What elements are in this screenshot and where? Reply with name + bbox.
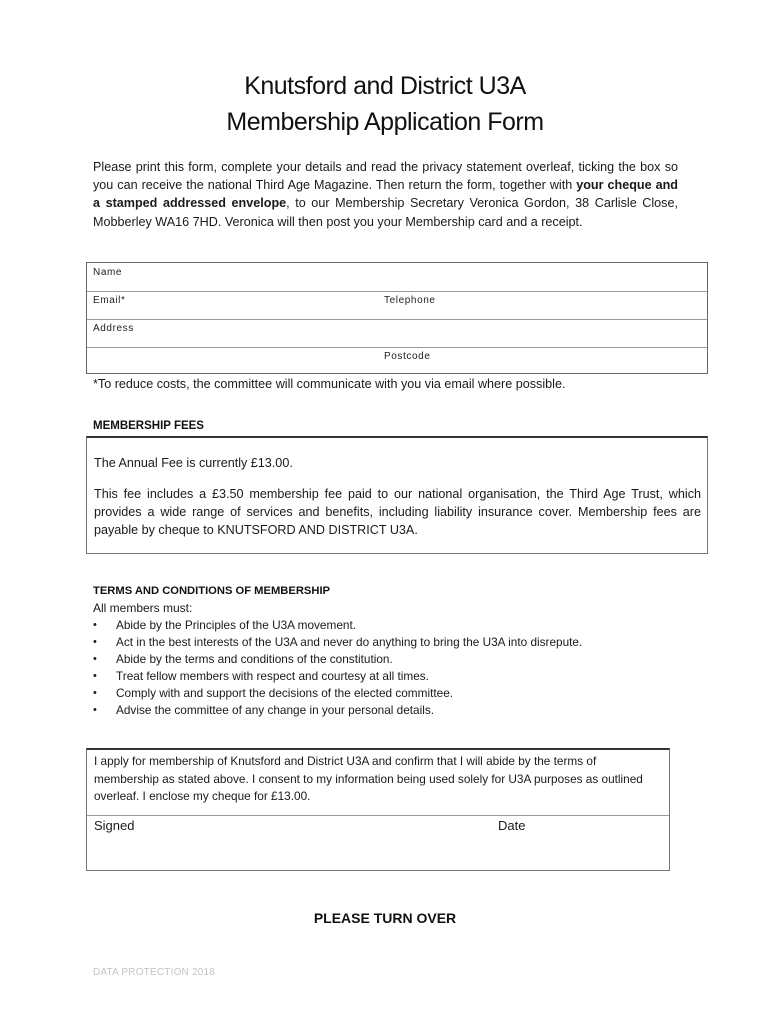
- list-item: [93, 702, 582, 719]
- postcode-label: Postcode: [384, 351, 431, 362]
- signature-row: [87, 815, 669, 870]
- term-text: Advise the committee of any change in your personal details.: [116, 703, 435, 717]
- bullet-icon: •: [93, 653, 97, 665]
- terms-list: [93, 617, 582, 719]
- name-label: Name: [93, 267, 123, 278]
- term-text: Treat fellow members with respect and courtesy at all times.: [116, 669, 429, 683]
- list-item: [93, 685, 582, 702]
- intro-text-bold: your cheque and a stamped addressed envelope: [93, 178, 678, 211]
- application-declaration-box: [86, 748, 670, 871]
- list-item: [93, 651, 582, 668]
- email-note: *To reduce costs, the committee will communicate with you via email where possible.: [93, 377, 566, 391]
- address-label: Address: [93, 323, 134, 334]
- form-title-line2: Membership Application Form: [226, 108, 544, 136]
- term-text: Abide by the terms and conditions of the constitution.: [116, 652, 393, 666]
- telephone-label: Telephone: [384, 295, 436, 306]
- bullet-icon: •: [93, 704, 97, 716]
- intro-text-part1: Please print this form, complete your details and read the privacy statement overleaf, ticking the box so you can receive the national Third Age Magazine. Then return the form, together with: [93, 160, 678, 193]
- terms-heading: TERMS AND CONDITIONS OF MEMBERSHIP: [93, 585, 331, 597]
- bullet-icon: •: [93, 619, 97, 631]
- term-text: Comply with and support the decisions of the elected committee.: [116, 686, 454, 700]
- signed-field[interactable]: Signed: [94, 818, 135, 833]
- bullet-icon: •: [93, 670, 97, 682]
- email-label: Email*: [93, 295, 126, 306]
- list-item: [93, 634, 582, 651]
- term-text: Abide by the Principles of the U3A movement.: [116, 618, 356, 632]
- bullet-icon: •: [93, 636, 97, 648]
- bullet-icon: •: [93, 687, 97, 699]
- annual-fee-text: The Annual Fee is currently £13.00.: [94, 456, 293, 470]
- email-telephone-row[interactable]: [87, 291, 707, 320]
- postcode-row[interactable]: [87, 347, 707, 375]
- term-text: Act in the best interests of the U3A and never do anything to bring the U3A into disrepute.: [116, 635, 583, 649]
- membership-fees-box: [86, 436, 708, 554]
- please-turn-over: PLEASE TURN OVER: [313, 910, 457, 926]
- form-title-line1: Knutsford and District U3A: [244, 72, 526, 100]
- intro-text-part2: , to our Membership Secretary Veronica Gordon, 38 Carlisle Close, Mobberley WA16 7HD. Veronica will then post you your Membership card and a receipt.: [93, 196, 678, 229]
- member-details-table: [86, 262, 708, 374]
- membership-fees-heading: MEMBERSHIP FEES: [93, 420, 204, 432]
- list-item: [93, 668, 582, 685]
- list-item: [93, 617, 582, 634]
- intro-paragraph: [93, 158, 678, 231]
- footer-text: DATA PROTECTION 2018: [93, 967, 215, 978]
- terms-intro: All members must:: [93, 601, 193, 615]
- address-row[interactable]: [87, 319, 707, 348]
- fee-details-text: This fee includes a £3.50 membership fee paid to our national organisation, the Third Age Trust, which provides a wide range of services and benefits, including liability insurance cover. Membership fees are payable by cheque to KNUTSFORD AND DISTRICT U3A.: [94, 487, 701, 538]
- declaration-text: I apply for membership of Knutsford and District U3A and confirm that I will abide by the terms of membership as stated above. I consent to my information being used solely for U3A purposes as outlined overleaf. I enclose my cheque for £13.00.: [94, 754, 643, 803]
- name-row[interactable]: [87, 263, 707, 292]
- date-field[interactable]: Date: [498, 818, 526, 833]
